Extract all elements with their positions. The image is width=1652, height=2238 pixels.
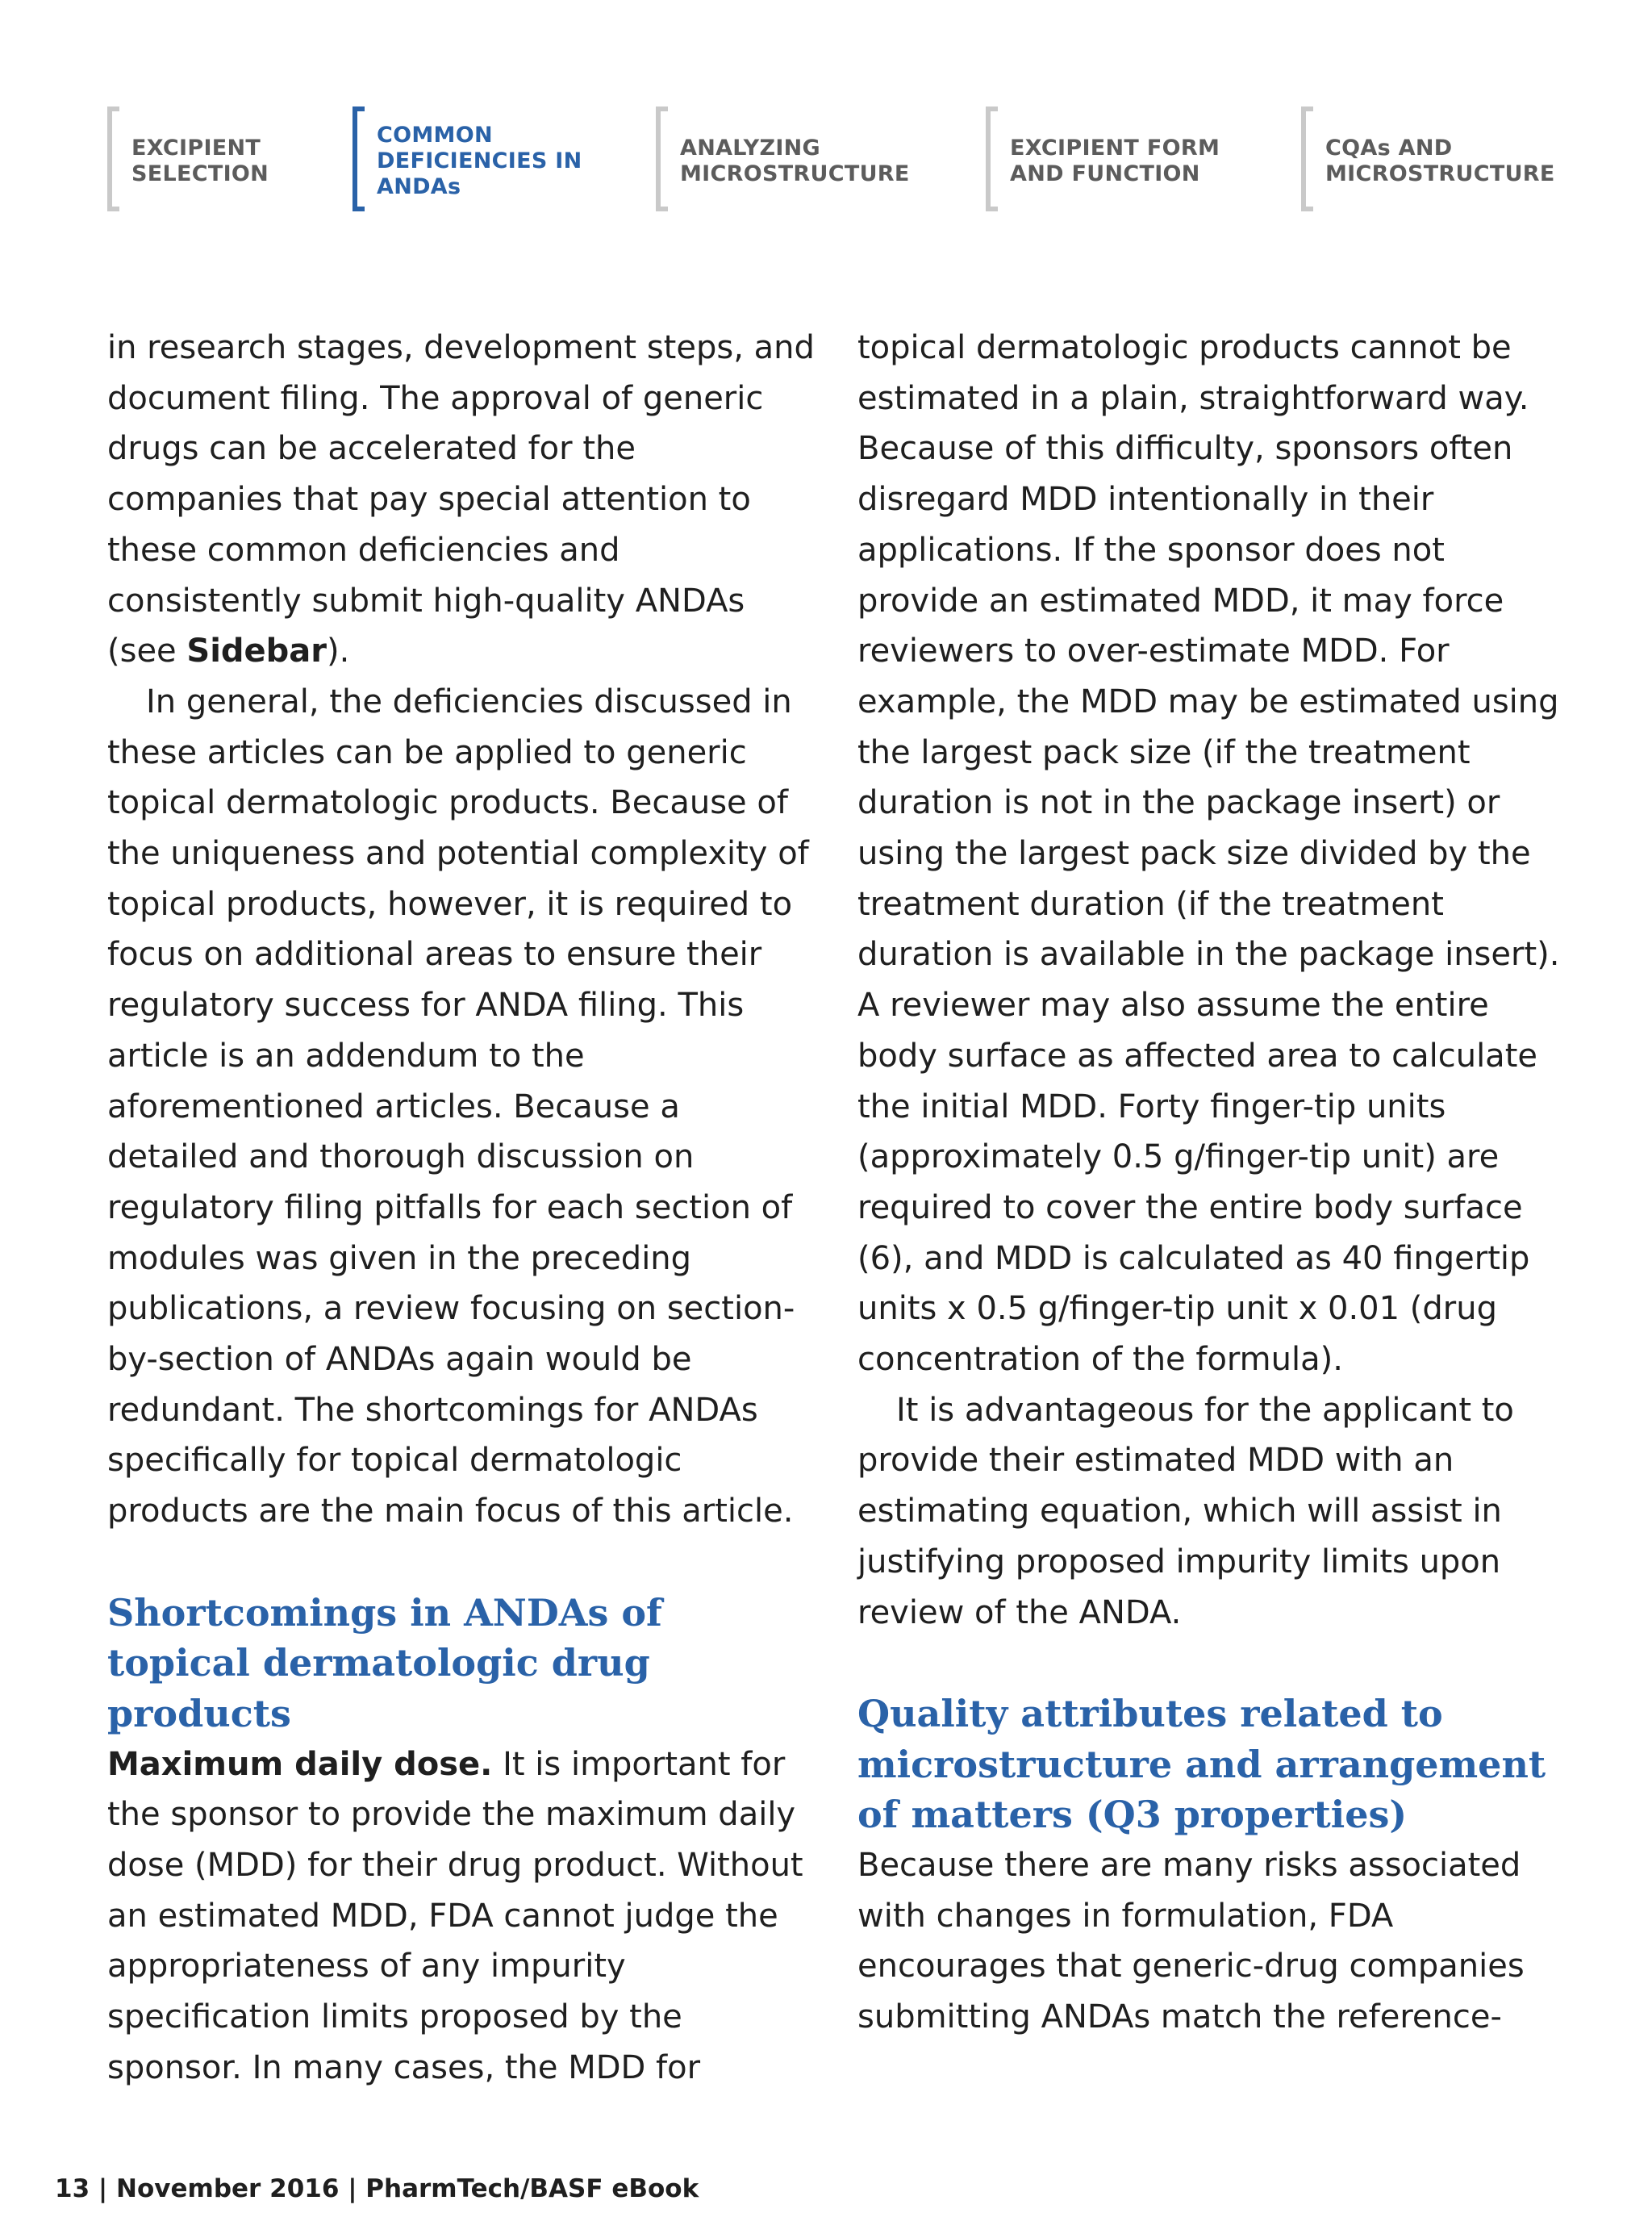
nav-label: EXCIPIENT FORM AND FUNCTION	[1010, 136, 1220, 186]
run-in-heading: Maximum daily dose.	[107, 1745, 493, 1783]
section-nav	[0, 105, 1652, 218]
spacer	[107, 1537, 817, 1588]
left-column	[107, 323, 817, 2094]
bracket-icon	[107, 106, 119, 211]
nav-label: ANALYZING MICROSTRUCTURE	[680, 136, 910, 186]
sidebar-link[interactable]: Sidebar	[186, 633, 327, 670]
nav-item-excipient-selection[interactable]	[107, 105, 317, 218]
paragraph-text: It is important for the sponsor to provide the maximum daily dose (MDD) for their drug product. Without an estimated MDD, FDA cannot judge the appropriateness of any impurity specification limits proposed by the sponsor. In many cases, the MDD for	[107, 1745, 803, 2086]
bracket-icon	[1301, 106, 1313, 211]
bracket-icon	[986, 106, 998, 211]
right-column	[857, 323, 1567, 2043]
paragraph: topical dermatologic products cannot be estimated in a plain, straightforward way. Because of this difficulty, sponsors often disregard MDD intentionally in their applications. If the sponsor does not provide an estimated MDD, it may force reviewers to over-estimate MDD. For example, the MDD may be estimated using the largest pack size (if the treatment duration is not in the package insert) or using the largest pack size divided by the treatment duration (if the treatment duration is available in the package insert). A reviewer may also assume the entire body surface as affected area to calculate the initial MDD. Forty finger-tip units (approximately 0.5 g/finger-tip unit) are required to cover the entire body surface (6), and MDD is calculated as 40 fingertip units x 0.5 g/finger-tip unit x 0.01 (drug concentration of the formula).	[857, 329, 1560, 1379]
nav-item-cqas-microstructure[interactable]	[1301, 105, 1567, 218]
page-footer: 13 | November 2016 | PharmTech/BASF eBook	[55, 2174, 699, 2203]
nav-item-analyzing-microstructure[interactable]	[656, 105, 922, 218]
spacer	[857, 1638, 1567, 1689]
nav-item-common-deficiencies[interactable]	[353, 105, 619, 218]
paragraph: In general, the deficiencies discussed in these articles can be applied to generic topical dermatologic products. Because of the uniqueness and potential complexity of topical products, however, it is required to focus on additional areas to ensure their regulatory success for ANDA filing. This article is an addendum to the aforementioned articles. Because a detailed and thorough discussion on regulatory filing pitfalls for each section of modules was given in the preceding publications, a review focusing on section-by-section of ANDAs again would be redundant. The shortcomings for ANDAs specifically for topical dermatologic products are the main focus of this article.	[107, 683, 809, 1530]
bracket-icon	[353, 106, 365, 211]
nav-item-excipient-form-function[interactable]	[986, 105, 1252, 218]
nav-label: COMMON DEFICIENCIES IN ANDAs	[377, 123, 582, 199]
paragraph: It is advantageous for the applicant to provide their estimated MDD with an estimating equation, which will assist in justifying proposed impurity limits upon review of the ANDA.	[857, 1391, 1514, 1631]
paragraph	[107, 323, 817, 677]
paragraph	[107, 1739, 817, 2094]
nav-label: CQAs AND MICROSTRUCTURE	[1325, 136, 1555, 186]
bracket-icon	[656, 106, 668, 211]
paragraph: Because there are many risks associated with changes in formulation, FDA encourages that generic-drug companies submitting ANDAs match the reference-	[857, 1847, 1525, 2036]
section-heading: Shortcomings in ANDAs of topical dermatologic drug products	[107, 1590, 662, 1735]
section-heading: Quality attributes related to microstructure and arrangement of matters (Q3 properties)	[857, 1691, 1546, 1837]
paragraph-text: ).	[327, 633, 350, 670]
paragraph-text: in research stages, development steps, and document filing. The approval of generic drugs can be accelerated for the companies that pay special attention to these common deficiencies and consistently submit high-quality ANDAs (see	[107, 329, 815, 670]
nav-label: EXCIPIENT SELECTION	[131, 136, 269, 186]
